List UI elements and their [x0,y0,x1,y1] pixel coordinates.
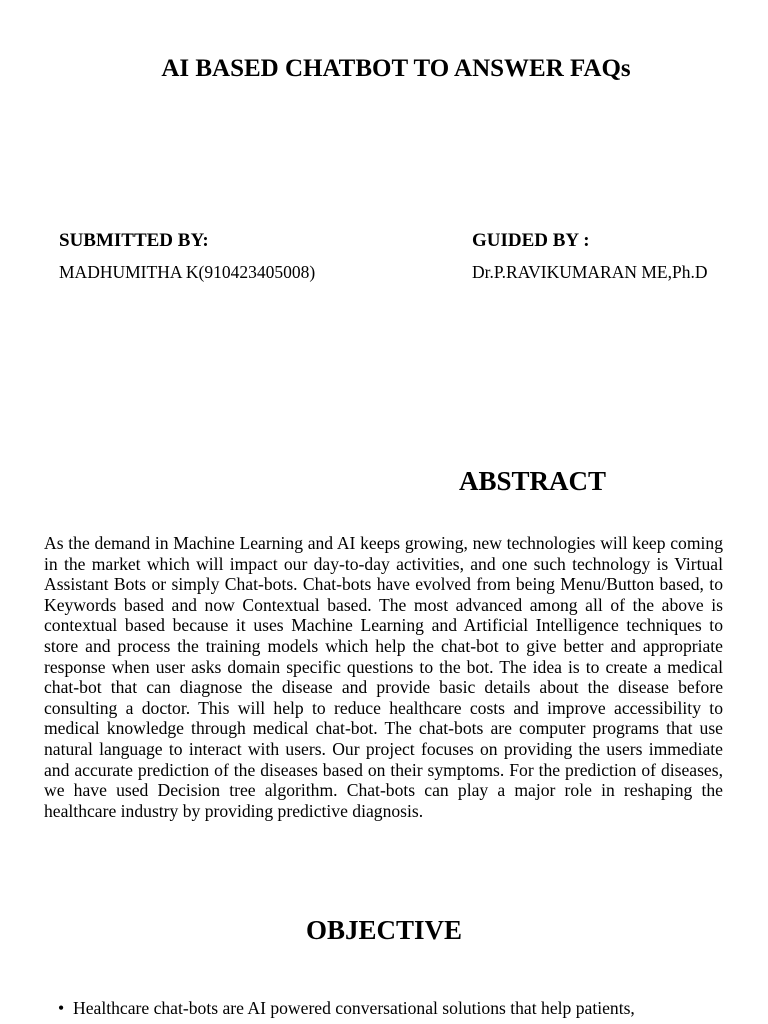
abstract-heading: ABSTRACT [459,466,607,496]
submitter-name: MADHUMITHA K(910423405008) [59,262,316,282]
objective-item-text: Healthcare chat-bots are AI powered conversational solutions that help patients, [73,998,635,1018]
submitted-by-heading: SUBMITTED BY: [59,230,209,251]
guided-by-block [472,229,707,283]
document-title: AI BASED CHATBOT TO ANSWER FAQs [161,55,631,82]
guide-name: Dr.P.RAVIKUMARAN ME,Ph.D [472,262,708,282]
abstract-body: As the demand in Machine Learning and AI keeps growing, new technologies will keep coming in the market which will impact our day-to-day activities, and one such technology is Virtual Assistant Bots or simply Chat-bots. Chat-bots have evolved from being Menu/Button based, to Keywords based and now Contextual based. The most advanced among all of the above is contextual based because it uses Machine Learning and Artificial Intelligence techniques to store and process the training models which help the chat-bot to give better and appropriate response when user asks domain specific questions to the bot. The idea is to create a medical chat-bot that can diagnose the disease and provide basic details about the disease before consulting a doctor. This will help to reduce healthcare costs and improve accessibility to medical knowledge through medical chat-bot. The chat-bots are computer programs that use natural language to interact with users. Our project focuses on providing the users immediate and accurate prediction of the diseases based on their symptoms. For the prediction of diseases, we have used Decision tree algorithm. Chat-bots can play a major role in reshaping the healthcare industry by providing predictive diagnosis. [44,533,723,821]
objective-item [58,998,710,1019]
objective-list [58,998,710,1019]
bullet-icon: • [58,998,65,1018]
objective-heading: OBJECTIVE [305,915,463,945]
guided-by-heading: GUIDED BY : [472,230,590,251]
submitted-by-block [59,229,315,283]
